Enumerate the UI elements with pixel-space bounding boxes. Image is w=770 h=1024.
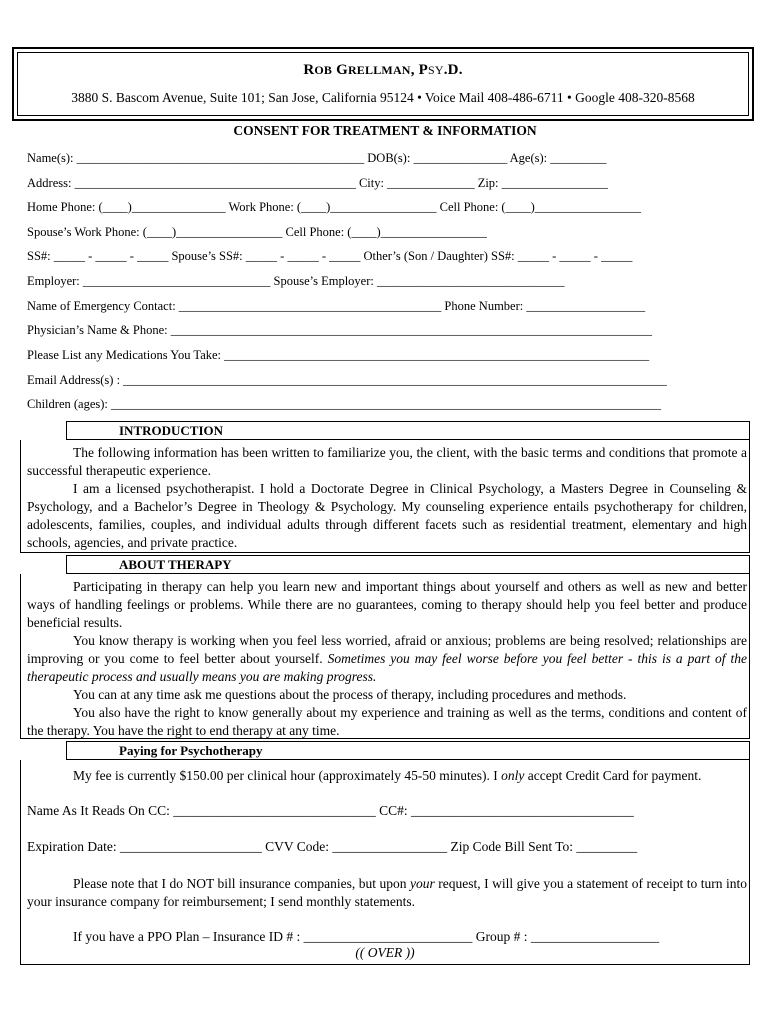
intro-paragraph-2: I am a licensed psychotherapist. I hold a Doctorate Degree in Clinical Psychology, a Masters Degree in Counseling & Psychology, and a Bachelor’s Degree in Theology & Psychology. My counseling experience entails psychotherapy for children, adolescents, families, couples, and individual adults through different facets such as residential treatment, elementary and high schools, agencies, and private practice. <box>27 481 747 550</box>
therapy-paragraph-3: You can at any time ask me questions about the process of therapy, including procedures and methods. <box>73 687 627 702</box>
letterhead-inner-border <box>17 52 749 116</box>
physician-field[interactable]: Physician’s Name & Phone: _____________________________________________________________________________ <box>27 323 652 337</box>
name-first: ROB <box>303 62 333 78</box>
emergency-contact-field[interactable]: Name of Emergency Contact: __________________________________________ Phone Number: ___________________ <box>27 299 646 313</box>
address-city-zip-field[interactable]: Address: _____________________________________________ City: ______________ Zip: _________________ <box>27 176 608 190</box>
therapy-paragraph-2-italic: Sometimes you may feel worse before you feel better - this is a part of the therapeutic process and usually means you are making progress. <box>27 651 747 684</box>
form-title: CONSENT FOR TREATMENT & INFORMATION <box>233 123 537 138</box>
ppo-insurance-field[interactable]: If you have a PPO Plan – Insurance ID # : _________________________ Group # : ___________________ <box>73 929 660 944</box>
email-field[interactable]: Email Address(s) : _______________________________________________________________________________________ <box>27 373 667 387</box>
fee-text <box>27 767 747 785</box>
names-dob-age-field[interactable]: Name(s): ______________________________________________ DOB(s): _______________ Age(s): _________ <box>27 151 607 165</box>
fee-text-start: My fee is currently $150.00 per clinical hour (approximately 45-50 minutes). I <box>73 768 498 783</box>
therapy-paragraph-4: You also have the right to know generally about my experience and training as well as the terms, conditions and content of the therapy. You have the right to end therapy at any time. <box>27 705 747 738</box>
insurance-your-emphasis: your <box>410 876 435 891</box>
over-page-note: (( OVER )) <box>355 945 415 960</box>
phones-field[interactable]: Home Phone: (____)_______________ Work Phone: (____)_________________ Cell Phone: (____)_________________ <box>27 200 642 214</box>
children-field[interactable]: Children (ages): ________________________________________________________________________________________ <box>27 397 662 411</box>
letterhead-box <box>12 47 754 121</box>
ss-numbers-field[interactable]: SS#: _____ - _____ - _____ Spouse’s SS#: _____ - _____ - _____ Other’s (Son / Daughter) SS#: _____ - _____ - _____ <box>27 249 633 263</box>
therapy-paragraph-2-text: You know therapy is working when you feel less worried, afraid or anxious; problems are being resolved; relationships are improving or you come to feel better about yourself. <box>27 633 747 666</box>
introduction-text <box>27 444 747 552</box>
about-therapy-text <box>27 578 747 740</box>
practice-address: 3880 S. Bascom Avenue, Suite 101; San Jose, California 95124 • Voice Mail 408-486-6711 • Google 408-320-8568 <box>71 90 695 105</box>
insurance-paragraph <box>27 875 747 911</box>
expiration-cvv-zip-field[interactable]: Expiration Date: _____________________ CVV Code: _________________ Zip Code Bill Sent To: _________ <box>27 839 638 854</box>
therapy-paragraph-1: Participating in therapy can help you learn new and important things about yourself and others as well as new and better ways of handling feelings or problems. While there are no guarantees, coming to therapy should help you feel better and produce beneficial results. <box>27 579 747 630</box>
cc-name-number-field[interactable]: Name As It Reads On CC: ______________________________ CC#: _________________________________ <box>27 803 634 818</box>
about-therapy-heading: ABOUT THERAPY <box>66 555 750 574</box>
introduction-heading: INTRODUCTION <box>66 421 750 440</box>
insurance-text-end: request, I will give you a statement of receipt to turn into your insurance company for reimbursement; I send monthly statements. <box>27 876 748 909</box>
intro-paragraph-1: The following information has been written to familiarize you, the client, with the basic terms and conditions that promote a successful therapeutic experience. <box>27 445 747 478</box>
therapy-paragraph-2 <box>27 632 747 686</box>
insurance-text <box>27 875 747 911</box>
name-last: GRELLMAN <box>336 62 411 78</box>
fee-only-emphasis: only <box>501 768 525 783</box>
practitioner-name: ROB GRELLMAN, PSY.D. <box>303 62 463 78</box>
insurance-text-start: Please note that I do NOT bill insurance companies, but upon <box>73 876 407 891</box>
employer-field[interactable]: Employer: ______________________________ Spouse’s Employer: ______________________________ <box>27 274 565 288</box>
medications-field[interactable]: Please List any Medications You Take: ____________________________________________________________________ <box>27 348 650 362</box>
spouse-phones-field[interactable]: Spouse’s Work Phone: (____)_________________ Cell Phone: (____)_________________ <box>27 225 487 239</box>
name-suffix: PSY.D. <box>418 62 463 78</box>
fee-text-end: accept Credit Card for payment. <box>527 768 702 783</box>
paying-heading: Paying for Psychotherapy <box>66 741 750 760</box>
fee-paragraph <box>27 767 747 785</box>
